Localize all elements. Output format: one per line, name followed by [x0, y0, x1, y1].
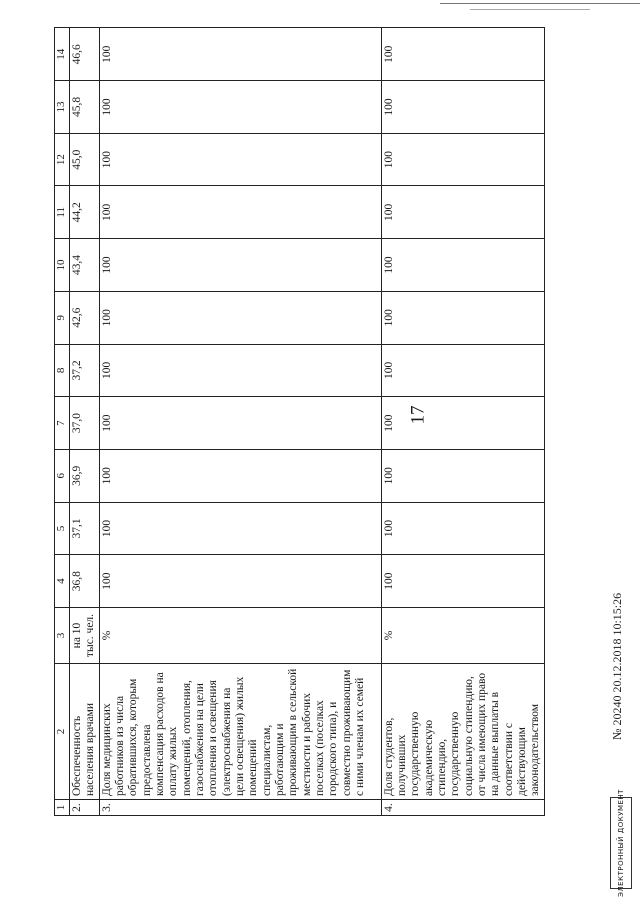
- indicator-value: 100: [99, 449, 381, 502]
- column-number: 14: [55, 28, 70, 81]
- indicator-value: 100: [381, 239, 544, 292]
- indicator-value: 36,9: [70, 449, 100, 502]
- indicator-value: 43,4: [70, 239, 100, 292]
- indicator-value: 100: [381, 133, 544, 186]
- indicator-value: 100: [381, 449, 544, 502]
- indicator-value: 44,2: [70, 186, 100, 239]
- column-number: 4: [55, 555, 70, 608]
- indicator-value: 100: [99, 81, 381, 134]
- indicator-value: 45,8: [70, 81, 100, 134]
- indicator-value: 100: [381, 186, 544, 239]
- indicator-value: 37,2: [70, 344, 100, 397]
- table-header-row: [55, 28, 70, 816]
- indicator-value: 37,1: [70, 502, 100, 555]
- indicator-value: 100: [381, 344, 544, 397]
- column-number: 1: [55, 800, 70, 816]
- stamp-text: ЭЛЕКТРОННЫЙ ДОКУМЕНТ: [617, 789, 625, 897]
- indicator-value: 100: [381, 555, 544, 608]
- column-number: 3: [55, 608, 70, 664]
- column-number: 5: [55, 502, 70, 555]
- table-row: [99, 28, 381, 816]
- indicator-unit: на 10 тыс. чел.: [70, 608, 100, 664]
- table-row: [381, 28, 544, 816]
- indicator-value: 100: [381, 502, 544, 555]
- indicator-unit: %: [381, 608, 544, 664]
- indicator-value: 100: [99, 344, 381, 397]
- table-row: [70, 28, 100, 816]
- indicator-name: Обеспеченность населения врачами: [70, 664, 100, 800]
- row-number: 2.: [70, 800, 100, 816]
- indicator-value: 42,6: [70, 291, 100, 344]
- indicator-name: Доля медицинских работников из числа обратившихся, которым предоставлена компенсация расходов на оплату жилых помещений, отопления, газоснабжения на цели отопления и освещения (электроснабжения на цели освещения) жилых помещений специалистам, работающим и проживающим в сельской местности и рабочих поселках (поселках городского типа), и совместно проживающим с ними членам их семей: [99, 664, 381, 800]
- indicator-value: 37,0: [70, 397, 100, 450]
- scan-artifact-line: [440, 3, 640, 4]
- indicator-value: 45,0: [70, 133, 100, 186]
- column-number: 13: [55, 81, 70, 134]
- indicator-value: 100: [99, 239, 381, 292]
- registration-number: № 20240 20.12.2018 10:15:26: [610, 592, 624, 740]
- column-number: 6: [55, 449, 70, 502]
- indicator-value: 100: [381, 28, 544, 81]
- indicator-value: 46,6: [70, 28, 100, 81]
- indicator-value: 100: [99, 28, 381, 81]
- column-number: 9: [55, 291, 70, 344]
- indicator-value: 100: [381, 397, 544, 450]
- column-number: 12: [55, 133, 70, 186]
- indicator-value: 100: [99, 291, 381, 344]
- electronic-document-stamp: [610, 789, 632, 897]
- column-number: 7: [55, 397, 70, 450]
- indicator-name: Доля студентов, получивших государственную академическую стипендию, государственную социальную стипендию, от числа имеющих право на данные выплаты в соответствии с действующим законодательством: [381, 664, 544, 800]
- indicator-value: 100: [381, 81, 544, 134]
- scan-artifact-line: [470, 9, 590, 10]
- indicator-value: 100: [99, 186, 381, 239]
- column-number: 11: [55, 186, 70, 239]
- indicator-unit: %: [99, 608, 381, 664]
- column-number: 2: [55, 664, 70, 800]
- indicator-table: [54, 28, 542, 816]
- indicator-value: 100: [99, 502, 381, 555]
- indicator-value: 100: [99, 555, 381, 608]
- row-number: 3.: [99, 800, 381, 816]
- column-number: 10: [55, 239, 70, 292]
- row-number: 4.: [381, 800, 544, 816]
- indicator-value: 100: [99, 397, 381, 450]
- indicator-value: 100: [381, 291, 544, 344]
- indicator-value: 36,8: [70, 555, 100, 608]
- indicator-value: 100: [99, 133, 381, 186]
- page-number: 17: [407, 405, 429, 425]
- column-number: 8: [55, 344, 70, 397]
